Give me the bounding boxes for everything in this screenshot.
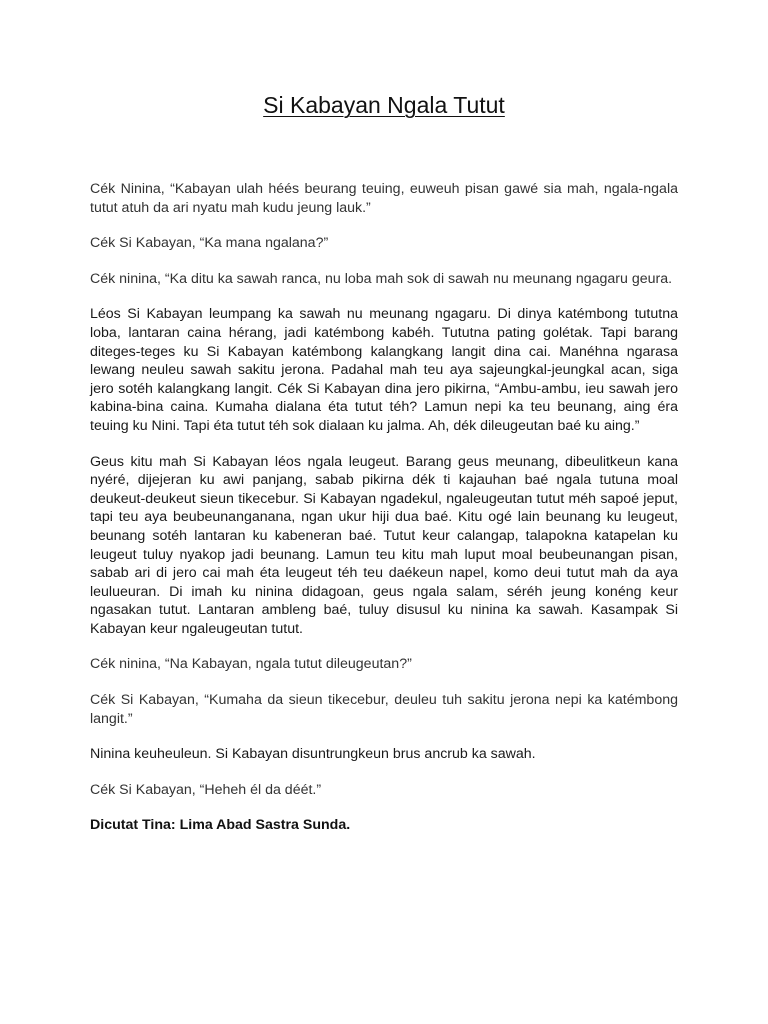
paragraph-1: Cék Ninina, “Kabayan ulah héés beurang teuing, euweuh pisan gawé sia mah, ngala-ngala tutut atuh da ari nyatu mah kudu jeung lauk.” bbox=[90, 181, 678, 216]
paragraph-6: Cék ninina, “Na Kabayan, ngala tutut dileugeutan?” bbox=[90, 656, 412, 673]
source-citation: Dicutat Tina: Lima Abad Sastra Sunda. bbox=[90, 817, 351, 834]
paragraph-8: Ninina keuheuleun. Si Kabayan disuntrungkeun brus ancrub ka sawah. bbox=[90, 746, 536, 763]
paragraph-4: Léos Si Kabayan leumpang ka sawah nu meunang ngagaru. Di dinya katémbong tututna loba, lantaran caina hérang, jadi katémbong kabéh. Tututna pating golétak. Tapi barang diteges-teges ku Si Kabayan katémbong kalangkang langit dina cai. Manéhna ngarasa lewang neuleu sawah sakitu jerona. Padahal mah teu aya sajeungkal-jeungkal acan, siga jero sotéh kalangkang langit. Cék Si Kabayan dina jero pikirna, “Ambu-ambu, ieu sawah jero kabina-bina caina. Kumaha dialana éta tutut téh? Lamun nepi ka teu beunang, aing éra teuing ku Nini. Tapi éta tutut téh sok dialaan ku jalma. Ah, dék dileugeutan baé ku aing.” bbox=[90, 306, 678, 434]
paragraph-5: Geus kitu mah Si Kabayan léos ngala leugeut. Barang geus meunang, dibeulitkeun kana nyéré, dijejeran ku awi panjang, sabab pikirna dék ti kajauhan baé ngala tutuna moal deukeut-deukeut sieun tikecebur. Si Kabayan ngadekul, ngaleugeutan tutut méh sapoé jeput, tapi teu aya beubeunanganana, ngan ukur hiji dua baé. Kitu ogé lain beunang ku leugeut, beunang sotéh lantaran ku kabeneran baé. Tutut keur calangap, talapokna katapelan ku leugeut tuluy nyakop jadi beunang. Lamun teu kitu mah luput moal beubeunangan pisan, sabab ari di jero cai mah éta leugeut téh teu daékeun napel, komo deui tutut mah da aya leulueuran. Di imah ku ninina didagoan, geus ngala salam, séréh jeung konéng keur ngasakan tutut. Lantaran ambleng baé, tuluy disusul ku ninina ka sawah. Kasampak Si Kabayan keur ngaleugeutan tutut. bbox=[90, 453, 678, 637]
page-title: Si Kabayan Ngala Tutut bbox=[263, 92, 505, 118]
paragraph-2: Cék Si Kabayan, “Ka mana ngalana?” bbox=[90, 235, 329, 252]
paragraph-9: Cék Si Kabayan, “Heheh él da déét.” bbox=[90, 781, 322, 798]
paragraph-3: Cék ninina, “Ka ditu ka sawah ranca, nu loba mah sok di sawah nu meunang ngagaru geura. bbox=[90, 270, 673, 287]
paragraph-7: Cék Si Kabayan, “Kumaha da sieun tikecebur, deuleu tuh sakitu jerona nepi ka katémbong langit.” bbox=[90, 692, 678, 727]
story-body bbox=[90, 180, 678, 835]
